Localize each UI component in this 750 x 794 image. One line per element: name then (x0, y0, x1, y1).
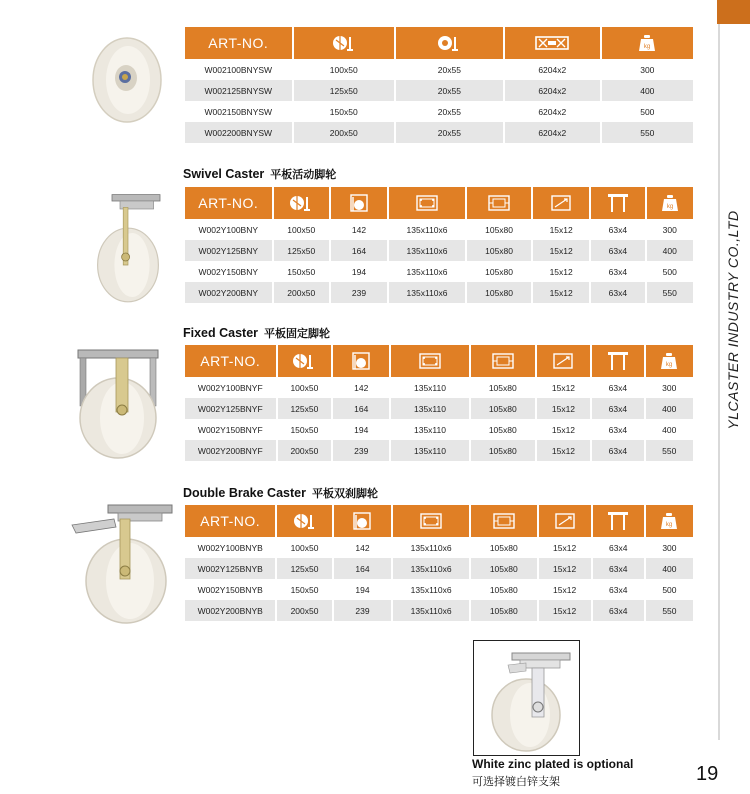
optional-note-cn: 可选择镀白锌支架 (472, 775, 560, 788)
wheel-size-icon (294, 27, 394, 59)
table-row (185, 398, 693, 419)
spec-cell: 135x110x6 (410, 584, 452, 595)
art-no-cell: W002150BNYSW (204, 106, 273, 117)
hole-spacing-icon (471, 505, 537, 537)
art-no-cell: W002Y125BNYF (185, 398, 276, 419)
spec-cell: 200x50 (294, 122, 394, 143)
table-row (185, 219, 693, 240)
spec-cell: 125x50 (277, 558, 331, 579)
plate-size-icon (391, 345, 469, 377)
spec-cell: 300 (662, 382, 677, 393)
spec-cell: 164 (331, 240, 387, 261)
spec-cell: 550 (646, 600, 693, 621)
spec-cell: 15x12 (551, 424, 576, 435)
spec-cell: 239 (334, 600, 392, 621)
table-row (185, 80, 693, 101)
height-icon (333, 345, 389, 377)
spec-cell: 142 (354, 382, 369, 393)
spec-cell: 15x12 (539, 600, 591, 621)
spec-cell: 20x55 (396, 80, 503, 101)
swivel-caster-image (88, 190, 168, 308)
spec-cell: 142 (355, 542, 370, 553)
spec-cell: 63x4 (608, 224, 628, 235)
art-no-header: ART-NO. (185, 27, 292, 59)
spec-cell: 105x80 (471, 558, 537, 579)
table-row (185, 282, 693, 303)
table-row (185, 537, 693, 558)
spec-cell: 105x80 (471, 440, 535, 461)
page-number: 19 (696, 763, 719, 785)
bolt-hole-icon (539, 505, 591, 537)
spec-cell: 200x50 (274, 282, 329, 303)
spec-cell: 400 (647, 240, 694, 261)
section-title-en: Swivel Caster (183, 167, 265, 181)
art-no-header: ART-NO. (185, 187, 272, 219)
spec-cell: 239 (331, 282, 387, 303)
hole-spacing-icon (467, 187, 531, 219)
art-no-cell: W002Y100BNY (198, 224, 259, 235)
spec-cell: 300 (662, 542, 677, 553)
spec-cell: 20x55 (437, 64, 461, 75)
spec-cell: 15x12 (553, 584, 577, 595)
spec-cell: 400 (662, 424, 677, 435)
art-no-cell: W002Y125BNY (185, 240, 272, 261)
wheel-size-icon (277, 505, 331, 537)
spec-cell: 550 (647, 282, 694, 303)
spec-cell: 20x55 (396, 122, 503, 143)
table-row (185, 600, 693, 621)
spec-cell: 135x110x6 (406, 224, 448, 235)
spec-cell: 63x4 (593, 600, 644, 621)
spec-cell: 194 (351, 266, 367, 277)
spec-cell: 194 (355, 584, 370, 595)
plate-size-icon (393, 505, 469, 537)
spec-cell: 15x12 (533, 240, 589, 261)
art-no-cell: W002Y100BNYB (197, 542, 263, 553)
spec-cell: 100x50 (329, 64, 358, 75)
spec-cell: 400 (646, 398, 693, 419)
spec-cell: 20x55 (437, 106, 461, 117)
art-no-cell: W002Y125BNYB (185, 558, 275, 579)
spec-cell: 15x12 (549, 224, 573, 235)
art-no-cell: W002Y200BNYB (185, 600, 275, 621)
spec-cell: 105x80 (467, 240, 531, 261)
spec-cell: 135x110x6 (393, 558, 469, 579)
spec-cell: 194 (354, 424, 369, 435)
art-no-header: ART-NO. (185, 345, 276, 377)
plate-size-icon (389, 187, 465, 219)
section-title-en: Fixed Caster (183, 326, 259, 340)
table-row (185, 440, 693, 461)
art-no-cell: W002Y100BNYF (197, 382, 263, 393)
spec-cell: 142 (351, 224, 367, 235)
spec-cell: 105x80 (485, 266, 513, 277)
load-capacity-icon (646, 345, 693, 377)
spec-cell: 15x12 (549, 266, 573, 277)
spec-cell: 135x110 (413, 424, 446, 435)
spec-cell: 63x4 (609, 542, 628, 553)
spec-cell: 63x4 (591, 240, 644, 261)
spec-cell: 63x4 (609, 584, 628, 595)
spec-cell: 150x50 (290, 584, 319, 595)
section-title-cn: 平板双刹脚轮 (311, 487, 378, 500)
wheel-size-icon (278, 345, 332, 377)
spec-cell: 105x80 (467, 282, 531, 303)
spec-cell: 15x12 (539, 558, 591, 579)
spec-cell: 15x12 (553, 542, 577, 553)
art-no-cell: W002125BNYSW (185, 80, 292, 101)
load-capacity-icon (602, 27, 693, 59)
spec-cell: 105x80 (471, 398, 535, 419)
swivel-spec-table (183, 187, 695, 303)
spec-cell: 500 (662, 266, 677, 277)
spec-cell: 150x50 (290, 424, 319, 435)
spec-cell: 100x50 (290, 382, 319, 393)
spec-cell: 15x12 (537, 398, 590, 419)
spec-cell: 135x110 (391, 398, 469, 419)
spec-cell: 6204x2 (505, 122, 600, 143)
spec-cell: 105x80 (489, 584, 518, 595)
spec-cell: 135x110x6 (410, 542, 452, 553)
section-title-cn: 平板活动脚轮 (270, 168, 337, 181)
spec-cell: 300 (662, 224, 677, 235)
load-capacity-icon (646, 505, 693, 537)
bearing-type-icon (505, 27, 600, 59)
spec-cell: 125x50 (274, 240, 329, 261)
height-icon (331, 187, 387, 219)
spec-cell: 135x110x6 (389, 240, 465, 261)
bearing-icon (396, 27, 503, 59)
spec-cell: 135x110x6 (393, 600, 469, 621)
fixed-caster-title (183, 325, 330, 341)
spec-cell: 100x50 (287, 224, 316, 235)
wheel-spec-table (183, 27, 695, 143)
art-no-cell: W002200BNYSW (185, 122, 292, 143)
spec-cell: 135x110x6 (406, 266, 448, 277)
table-row (185, 558, 693, 579)
spec-cell: 63x4 (592, 398, 643, 419)
spec-cell: 150x50 (287, 266, 316, 277)
table-row (185, 377, 693, 398)
spec-cell: 164 (334, 558, 392, 579)
spec-cell: 400 (646, 558, 693, 579)
table-row (185, 101, 693, 122)
spec-cell: 63x4 (608, 382, 628, 393)
swivel-caster-title (183, 166, 336, 182)
spec-cell: 63x4 (592, 440, 643, 461)
spec-cell: 500 (640, 106, 655, 117)
spec-cell: 15x12 (537, 440, 590, 461)
spec-cell: 6204x2 (538, 64, 567, 75)
bolt-hole-icon (533, 187, 589, 219)
wheel-size-icon (274, 187, 329, 219)
spec-cell: 500 (662, 584, 677, 595)
spec-cell: 6204x2 (505, 80, 600, 101)
hole-spacing-icon (471, 345, 535, 377)
offset-icon (593, 505, 644, 537)
spec-cell: 15x12 (551, 382, 576, 393)
spec-cell: 105x80 (488, 424, 517, 435)
optional-note-en: White zinc plated is optional (472, 757, 634, 771)
double-brake-caster-image (68, 503, 178, 625)
company-name: YLCASTER INDUSTRY CO.,LTD (725, 210, 741, 430)
spec-cell: 200x50 (277, 600, 331, 621)
offset-icon (592, 345, 643, 377)
table-row (185, 579, 693, 600)
spec-cell: 125x50 (278, 398, 332, 419)
art-no-cell: W002Y200BNYF (185, 440, 276, 461)
art-no-cell: W002Y150BNYF (197, 424, 263, 435)
spec-cell: 105x80 (489, 542, 518, 553)
spec-cell: 105x80 (485, 224, 513, 235)
fixed-spec-table (183, 345, 695, 461)
spec-cell: 400 (602, 80, 693, 101)
spec-cell: 239 (333, 440, 389, 461)
fixed-caster-image (72, 346, 164, 461)
section-title-en: Double Brake Caster (183, 486, 306, 500)
bolt-hole-icon (537, 345, 590, 377)
spec-cell: 135x110 (391, 440, 469, 461)
spec-cell: 105x80 (488, 382, 517, 393)
spec-cell: 63x4 (608, 266, 628, 277)
offset-icon (591, 187, 644, 219)
art-no-cell: W002100BNYSW (204, 64, 273, 75)
double-brake-spec-table (183, 505, 695, 621)
double-brake-caster-title (183, 485, 378, 501)
spec-cell: 63x4 (608, 424, 628, 435)
spec-cell: 550 (646, 440, 693, 461)
table-row (185, 240, 693, 261)
height-icon (334, 505, 392, 537)
spec-cell: 164 (333, 398, 389, 419)
table-row (185, 122, 693, 143)
spec-cell: 200x50 (278, 440, 332, 461)
table-row (185, 59, 693, 80)
art-no-header: ART-NO. (185, 505, 275, 537)
side-bar-accent (717, 0, 750, 24)
side-divider (718, 24, 720, 740)
spec-cell: 63x4 (591, 282, 644, 303)
wheel-image (88, 36, 166, 124)
spec-cell: 6204x2 (538, 106, 567, 117)
art-no-cell: W002Y150BNY (198, 266, 259, 277)
art-no-cell: W002Y150BNYB (197, 584, 263, 595)
spec-cell: 300 (640, 64, 655, 75)
spec-cell: 100x50 (290, 542, 319, 553)
load-capacity-icon (647, 187, 694, 219)
spec-cell: 63x4 (593, 558, 644, 579)
spec-cell: 150x50 (329, 106, 358, 117)
spec-cell: 105x80 (471, 600, 537, 621)
art-no-cell: W002Y200BNY (185, 282, 272, 303)
table-row (185, 261, 693, 282)
spec-cell: 135x110x6 (389, 282, 465, 303)
spec-cell: 135x110 (413, 382, 446, 393)
spec-cell: 15x12 (533, 282, 589, 303)
spec-cell: 550 (602, 122, 693, 143)
white-zinc-caster-image (473, 640, 580, 756)
table-row (185, 419, 693, 440)
spec-cell: 125x50 (294, 80, 394, 101)
section-title-cn: 平板固定脚轮 (264, 327, 331, 340)
